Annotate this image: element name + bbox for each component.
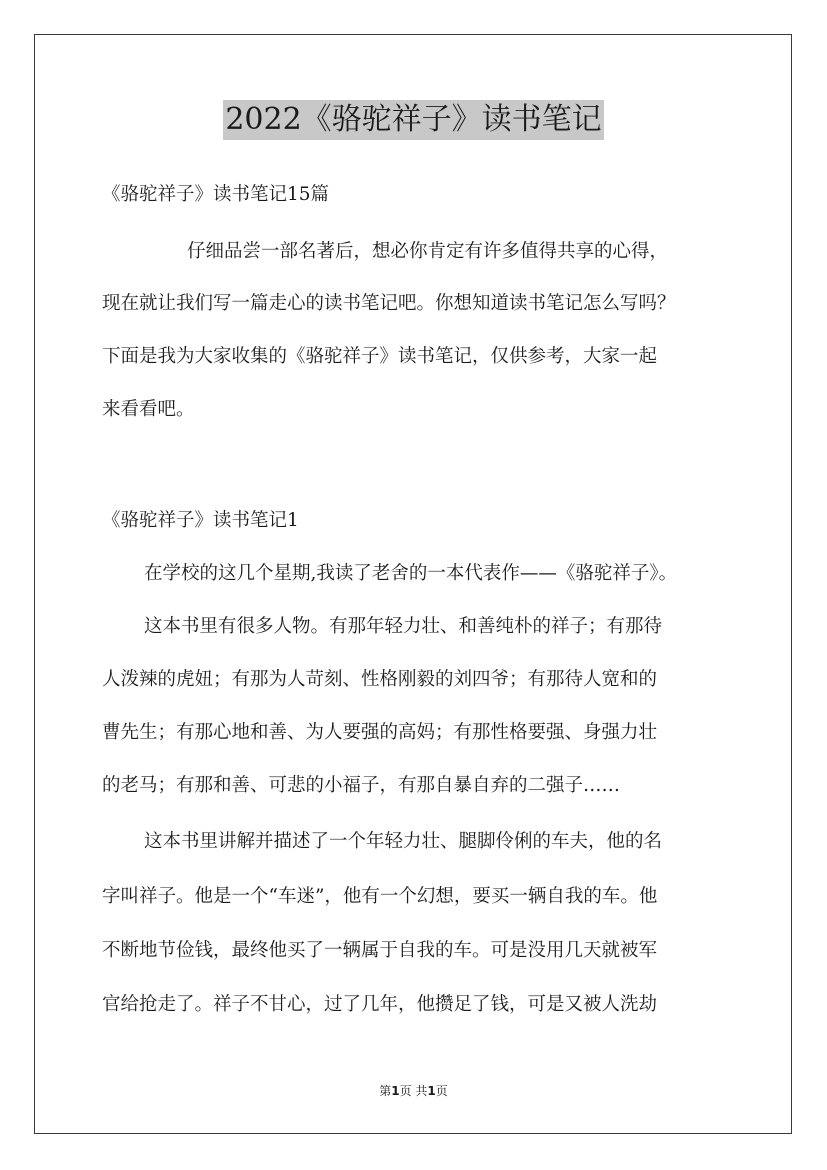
body-line-9: 官给抢走了。祥子不甘心，过了几年，他攒足了钱，可是又被人洗劫 xyxy=(102,994,658,1015)
section-heading: 《骆驼祥子》读书笔记1 xyxy=(102,510,299,531)
intro-line-1: 仔细品尝一部名著后，想必你肯定有许多值得共享的心得， xyxy=(187,241,669,262)
body-line-8: 不断地节俭钱，最终他买了一辆属于自我的车。可是没用几天就被军 xyxy=(102,940,658,961)
body-line-5: 的老马；有那和善、可悲的小福子，有那自暴自弃的二强子…… xyxy=(102,775,621,796)
title-wrap xyxy=(0,100,827,140)
footer-total-number: 1 xyxy=(427,1084,436,1098)
footer-page-suffix: 页 共 xyxy=(399,1084,428,1098)
body-line-3: 人泼辣的虎妞；有那为人苛刻、性格刚毅的刘四爷；有那待人宽和的 xyxy=(102,669,658,690)
body-line-1: 在学校的这几个星期,我读了老舍的一本代表作——《骆驼祥子》。 xyxy=(144,563,678,584)
document-title: 2022《骆驼祥子》读书笔记 xyxy=(223,100,603,140)
intro-line-3: 下面是我为大家收集的《骆驼祥子》读书笔记，仅供参考，大家一起 xyxy=(102,346,658,367)
intro-line-4: 来看看吧。 xyxy=(102,399,195,420)
body-line-7: 字叫祥子。他是一个“车迷”，他有一个幻想，要买一辆自我的车。他 xyxy=(102,886,658,907)
intro-line-2: 现在就让我们写一篇走心的读书笔记吧。你想知道读书笔记怎么写吗？ xyxy=(102,293,676,314)
body-line-2: 这本书里有很多人物。有那年轻力壮、和善纯朴的祥子；有那待 xyxy=(144,616,663,637)
footer-total-suffix: 页 xyxy=(435,1084,448,1098)
footer-page-prefix: 第 xyxy=(379,1084,392,1098)
document-subtitle: 《骆驼祥子》读书笔记15篇 xyxy=(102,184,330,205)
page-footer xyxy=(0,1083,827,1099)
footer-page-number: 1 xyxy=(391,1084,400,1098)
body-line-6: 这本书里讲解并描述了一个年轻力壮、腿脚伶俐的车夫，他的名 xyxy=(144,831,663,852)
body-line-4: 曹先生；有那心地和善、为人要强的高妈；有那性格要强、身强力壮 xyxy=(102,722,658,743)
